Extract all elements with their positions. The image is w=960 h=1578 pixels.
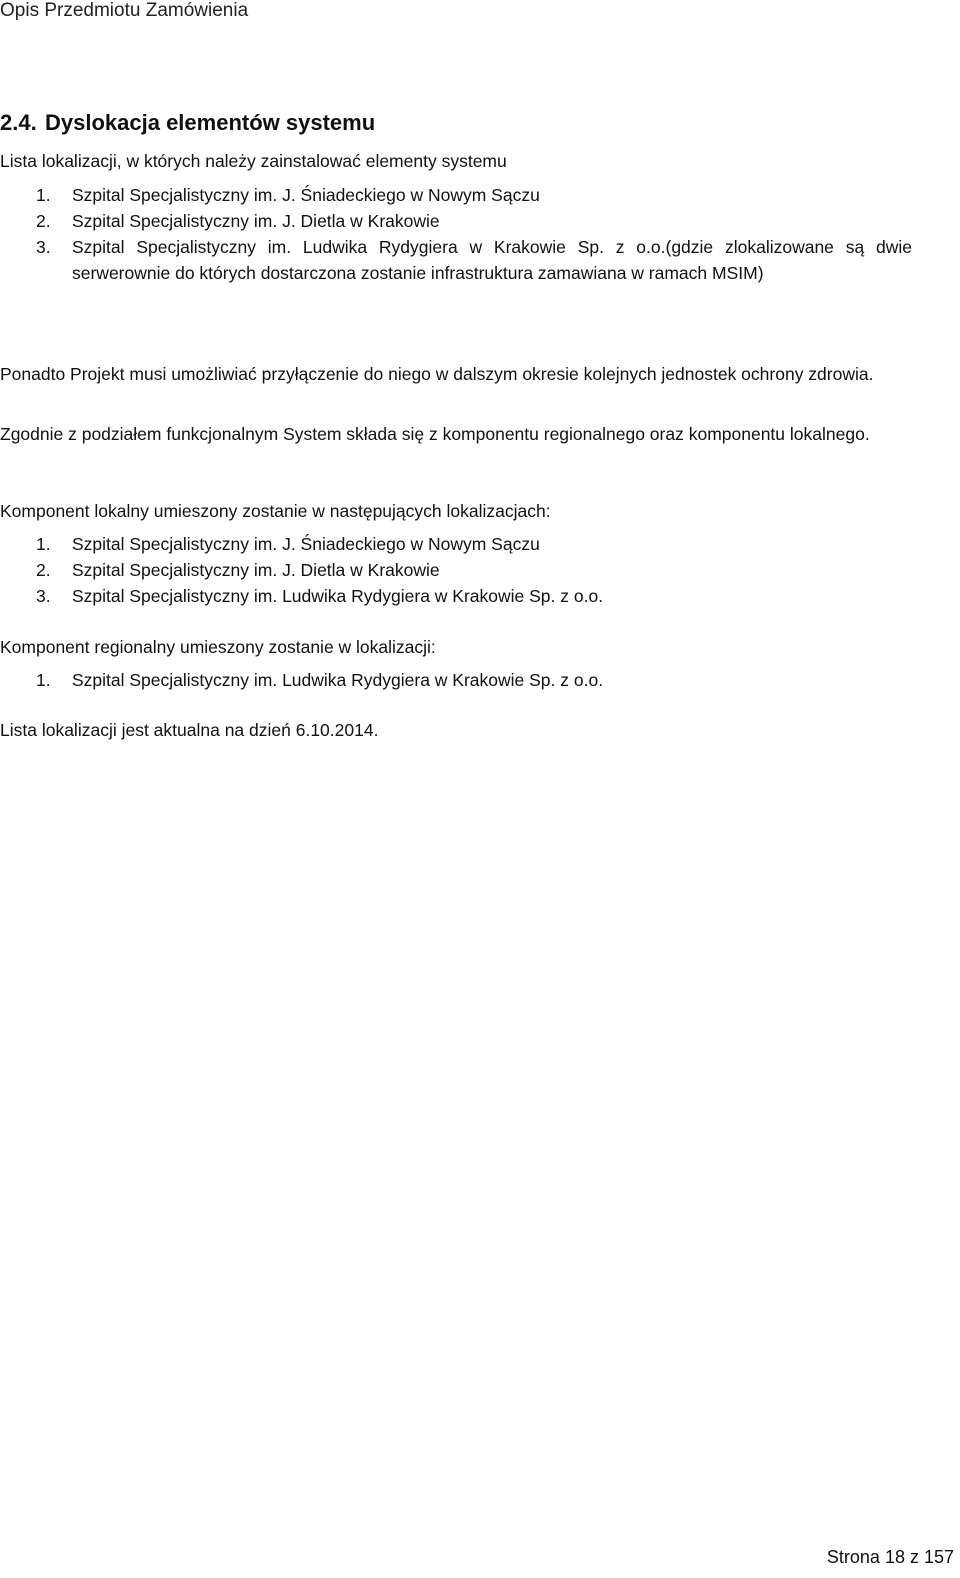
hospital-list-local bbox=[0, 531, 912, 609]
paragraph-ponadto: Ponadto Projekt musi umożliwiać przyłączenie do niego w dalszym okresie kolejnych jednostek ochrony zdrowia. bbox=[0, 364, 874, 384]
section-title: Dyslokacja elementów systemu bbox=[45, 110, 376, 135]
list-item bbox=[0, 234, 912, 286]
list-item bbox=[0, 557, 912, 583]
list-item-text: Szpital Specjalistyczny im. J. Śniadeckiego w Nowym Sączu bbox=[72, 534, 540, 554]
hospital-list-regional bbox=[0, 667, 912, 693]
list-item-text: Szpital Specjalistyczny im. Ludwika Rydygiera w Krakowie Sp. z o.o.(gdzie zlokalizowane są dwie serwerownie do których dostarczona zostanie infrastruktura zamawiana w ramach MSIM) bbox=[72, 237, 912, 283]
list-item bbox=[0, 583, 912, 609]
list-item-number: 1. bbox=[36, 185, 51, 205]
list-item-text: Szpital Specjalistyczny im. Ludwika Rydygiera w Krakowie Sp. z o.o. bbox=[72, 586, 604, 606]
list-item-number: 2. bbox=[36, 560, 51, 580]
list-item bbox=[0, 667, 912, 693]
list-item-number: 2. bbox=[36, 211, 51, 231]
list-item-text: Szpital Specjalistyczny im. J. Śniadeckiego w Nowym Sączu bbox=[72, 185, 540, 205]
list-item bbox=[0, 531, 912, 557]
list-item-number: 3. bbox=[36, 586, 51, 606]
paragraph-komponent-lokalny: Komponent lokalny umieszony zostanie w następujących lokalizacjach: bbox=[0, 501, 551, 521]
list-item bbox=[0, 208, 912, 234]
list-item bbox=[0, 182, 912, 208]
paragraph-zgodnie: Zgodnie z podziałem funkcjonalnym System składa się z komponentu regionalnego oraz komponentu lokalnego. bbox=[0, 424, 870, 444]
hospital-list-all bbox=[0, 182, 912, 286]
section-number: 2.4. bbox=[0, 110, 37, 135]
list-item-text: Szpital Specjalistyczny im. J. Dietla w Krakowie bbox=[72, 211, 440, 231]
running-header: Opis Przedmiotu Zamówienia bbox=[0, 0, 249, 21]
list-item-text: Szpital Specjalistyczny im. Ludwika Rydygiera w Krakowie Sp. z o.o. bbox=[72, 670, 604, 690]
list-item-text: Szpital Specjalistyczny im. J. Dietla w Krakowie bbox=[72, 560, 440, 580]
list-item-number: 3. bbox=[36, 237, 51, 257]
paragraph-lista-aktualna: Lista lokalizacji jest aktualna na dzień 6.10.2014. bbox=[0, 720, 379, 740]
section-heading bbox=[0, 110, 375, 136]
intro-paragraph: Lista lokalizacji, w których należy zainstalować elementy systemu bbox=[0, 151, 507, 171]
paragraph-komponent-regionalny: Komponent regionalny umieszony zostanie w lokalizacji: bbox=[0, 637, 436, 657]
page-number: Strona 18 z 157 bbox=[826, 1547, 954, 1567]
list-item-number: 1. bbox=[36, 670, 51, 690]
list-item-number: 1. bbox=[36, 534, 51, 554]
